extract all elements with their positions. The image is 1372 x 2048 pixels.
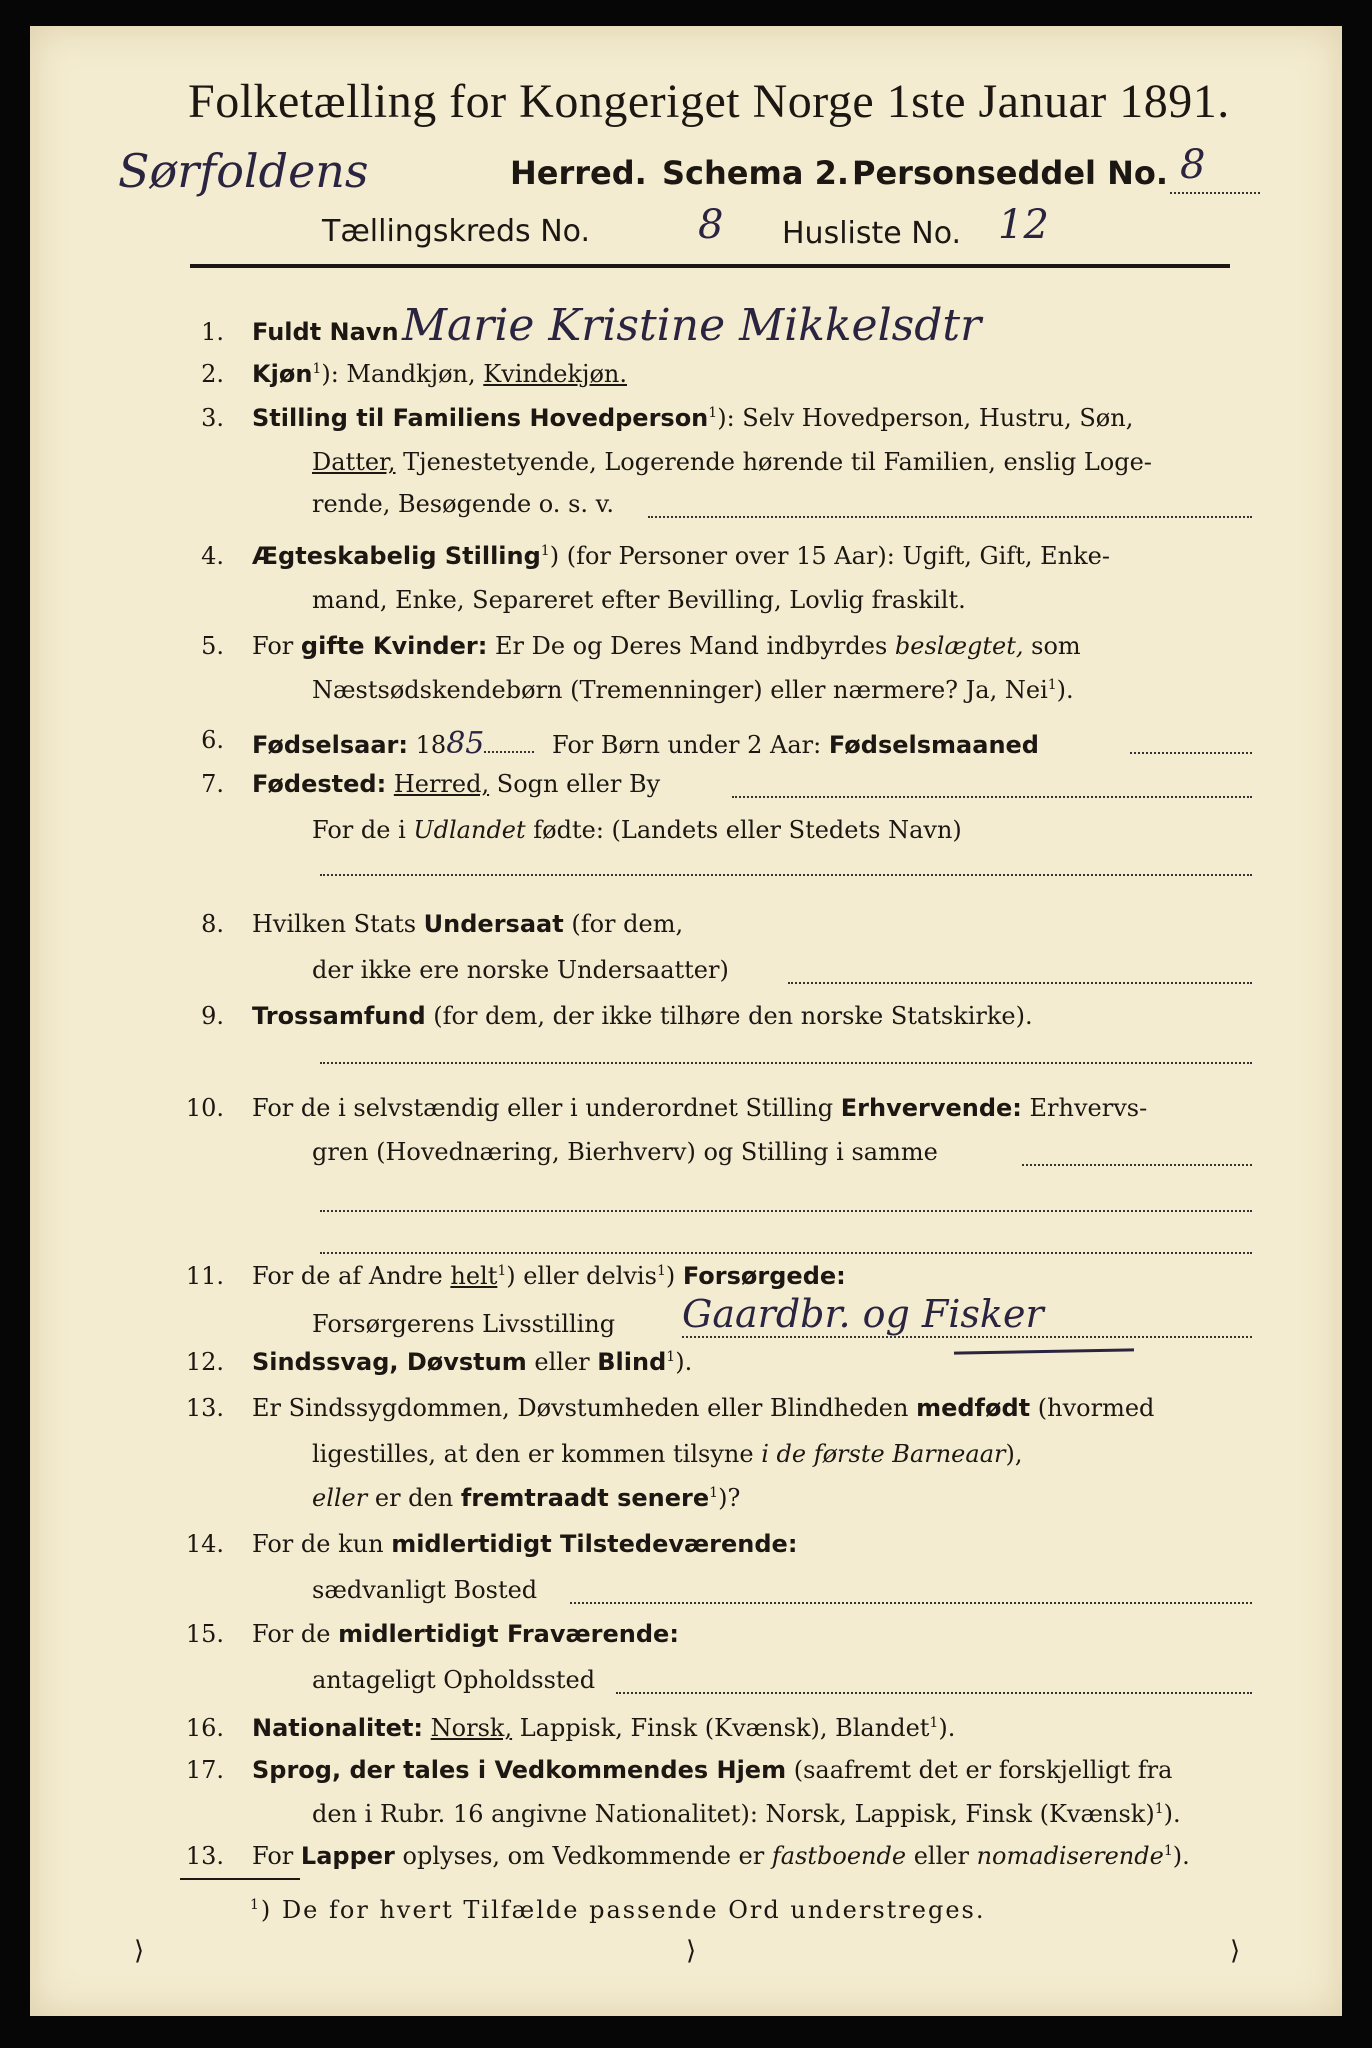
q3-text1: ): Selv Hovedperson, Hustru, Søn, bbox=[717, 404, 1134, 432]
q2-sup: 1 bbox=[312, 361, 322, 377]
q15-row2 bbox=[312, 1666, 595, 1694]
q5-text-a: For bbox=[252, 632, 294, 660]
q4-sup: 1 bbox=[540, 543, 550, 559]
q8-text-a: Hvilken Stats bbox=[252, 910, 417, 938]
q15-text-c: antageligt Opholdssted bbox=[312, 1666, 596, 1694]
herred-value: Sørfoldens bbox=[118, 144, 369, 198]
q7-row1 bbox=[252, 770, 660, 798]
footnote-sup: 1 bbox=[250, 1897, 261, 1913]
q6-prefix: 18 bbox=[415, 731, 447, 759]
q6-number: 6. bbox=[201, 726, 224, 754]
q7-text-d: For de i bbox=[312, 816, 406, 844]
binding-mark-center: ⟩ bbox=[686, 1936, 697, 1966]
husliste-value: 12 bbox=[998, 202, 1049, 248]
header-rule bbox=[190, 264, 1230, 268]
q2-row bbox=[252, 360, 627, 388]
q14-row2 bbox=[312, 1576, 537, 1604]
q5-text-c: Er De og Deres Mand indbyrdes bbox=[494, 632, 888, 660]
q18-row: For Lapper oplyses, om Vedkommende er fastboende eller nomadiserende$^1$). bbox=[252, 1842, 1190, 1870]
form-title: Folketælling for Kongeriget Norge 1ste Januar 1891. bbox=[188, 75, 1230, 128]
q18-text-e: eller bbox=[913, 1842, 969, 1870]
q11-label: Forsørgede: bbox=[682, 1262, 846, 1290]
q10-dots2 bbox=[320, 1210, 1252, 1212]
q15-row1 bbox=[252, 1620, 679, 1648]
q13-text-c: (hvormed bbox=[1037, 1394, 1155, 1422]
q6-dots1 bbox=[484, 747, 534, 753]
q7-label: Fødested: bbox=[252, 770, 387, 798]
q12-label: Sindssvag, Døvstum bbox=[252, 1348, 527, 1376]
q5-number: 5. bbox=[201, 632, 224, 660]
q14-text-c: sædvanligt Bosted bbox=[312, 1576, 538, 1604]
q7-row2 bbox=[312, 816, 962, 844]
q16-text: Lappisk, Finsk (Kvænsk), Blandet bbox=[519, 1714, 930, 1742]
q13-text-j: )? bbox=[718, 1484, 741, 1512]
husliste-label: Husliste No. bbox=[782, 216, 962, 251]
q5-text-f: Næstsødskendebørn (Tremenninger) eller nærmere? Ja, Nei bbox=[312, 676, 1048, 704]
q1-number: 1. bbox=[201, 318, 224, 346]
q11-row2 bbox=[312, 1310, 615, 1338]
q10-row2 bbox=[312, 1138, 938, 1166]
footnote: $^1$) De for hvert Tilfælde passende Ord understreges. bbox=[250, 1896, 986, 1924]
q9-text: (for dem, der ikke tilhøre den norske Statskirke). bbox=[433, 1002, 1033, 1030]
q11-sup1: 1 bbox=[497, 1263, 507, 1279]
q15-label: midlertidigt Fraværende: bbox=[338, 1620, 679, 1648]
q18-sup: 1 bbox=[1163, 1843, 1173, 1859]
q5-sup: 1 bbox=[1047, 677, 1057, 693]
q16-sup: 1 bbox=[929, 1715, 939, 1731]
q10-number: 10. bbox=[185, 1094, 224, 1122]
footnote-text: De for hvert Tilfælde passende Ord understreges. bbox=[281, 1896, 986, 1924]
q7-dots1 bbox=[732, 796, 1252, 798]
q4-number: 4. bbox=[201, 542, 224, 570]
q12-number: 12. bbox=[185, 1348, 224, 1376]
q5-text-d: beslægtet, bbox=[894, 632, 1024, 660]
q3-row3 bbox=[312, 490, 614, 518]
q8-row2 bbox=[312, 956, 729, 984]
q3-row2 bbox=[312, 448, 1152, 476]
q18-text-a: For bbox=[252, 1842, 294, 1870]
q10-text-a: For de i selvstændig eller i underordnet Stilling bbox=[252, 1094, 834, 1122]
q16-number: 16. bbox=[185, 1714, 224, 1742]
q6-text: For Børn under 2 Aar: bbox=[552, 731, 822, 759]
q11-dots bbox=[682, 1336, 1252, 1338]
q2-selected: Kvindekjøn. bbox=[483, 360, 627, 388]
q14-label: midlertidigt Tilstedeværende: bbox=[391, 1530, 798, 1558]
q16-row: Nationalitet: Norsk, Lappisk, Finsk (Kvænsk), Blandet$^1$). bbox=[252, 1714, 956, 1742]
q12-row bbox=[252, 1348, 692, 1376]
q7-dots2 bbox=[320, 874, 1252, 876]
q15-dots bbox=[616, 1692, 1252, 1694]
binding-mark-left: ⟩ bbox=[134, 1936, 145, 1966]
q13-row1 bbox=[252, 1394, 1154, 1422]
q4-text1: ) (for Personer over 15 Aar): Ugift, Gift, Enke- bbox=[549, 542, 1110, 570]
q14-row1 bbox=[252, 1530, 797, 1558]
q16-selected: Norsk, bbox=[430, 1714, 513, 1742]
q17-text-b: (saafremt det er forskjelligt fra bbox=[793, 1756, 1173, 1784]
q13-row3 bbox=[312, 1484, 740, 1512]
q13-text-h: er den bbox=[374, 1484, 454, 1512]
q10-text-c: Erhvervs- bbox=[1029, 1094, 1148, 1122]
q10-dots3 bbox=[320, 1252, 1252, 1254]
q11-sup2: 1 bbox=[656, 1263, 666, 1279]
q12-label2: Blind bbox=[597, 1348, 667, 1376]
q12-text-b: eller bbox=[534, 1348, 590, 1376]
q15-text-a: For de bbox=[252, 1620, 331, 1648]
q13-label: medfødt bbox=[916, 1394, 1031, 1422]
footnote-rule bbox=[180, 1878, 300, 1880]
q3-text2: Tjenestetyende, Logerende hørende til Familien, enslig Loge- bbox=[403, 448, 1152, 476]
q10-label: Erhvervende: bbox=[840, 1094, 1022, 1122]
q7-text-f: fødte: (Landets eller Stedets Navn) bbox=[533, 816, 962, 844]
q8-number: 8. bbox=[201, 910, 224, 938]
q14-dots bbox=[570, 1602, 1252, 1604]
q13-label2: fremtraadt senere bbox=[460, 1484, 710, 1512]
q11-livsstilling-value: Gaardbr. og Fisker bbox=[682, 1292, 1044, 1336]
q11-text-c: ) eller delvis bbox=[506, 1262, 657, 1290]
q6-row bbox=[252, 726, 1039, 761]
q3-selected: Datter, bbox=[312, 448, 396, 476]
kreds-label: Tællingskreds No. bbox=[322, 214, 590, 249]
q18-label: Lapper bbox=[300, 1842, 395, 1870]
q6-dots2 bbox=[1130, 752, 1252, 754]
q4-row1 bbox=[252, 542, 1110, 570]
q5-row2: Næstsødskendebørn (Tremenninger) eller nærmere? Ja, Nei$^1$). bbox=[312, 676, 1074, 704]
q10-row1 bbox=[252, 1094, 1147, 1122]
q3-number: 3. bbox=[201, 404, 224, 432]
q8-text-d: der ikke ere norske Undersaatter) bbox=[312, 956, 729, 984]
q14-number: 14. bbox=[185, 1530, 224, 1558]
q6-label2: Fødselsmaaned bbox=[828, 731, 1039, 759]
q6-year-value: 85 bbox=[446, 726, 485, 761]
q3-dots bbox=[648, 516, 1252, 518]
q11-selected: helt bbox=[450, 1262, 498, 1290]
q5-text-e: som bbox=[1031, 632, 1081, 660]
q12-text-d: ). bbox=[675, 1348, 693, 1376]
q7-number: 7. bbox=[201, 770, 224, 798]
q13-text-f: ), bbox=[1005, 1440, 1023, 1468]
q9-dots bbox=[320, 1062, 1252, 1064]
q11-text-a: For de af Andre bbox=[252, 1262, 443, 1290]
q9-row bbox=[252, 1002, 1033, 1030]
q17-row1 bbox=[252, 1756, 1172, 1784]
q17-number: 17. bbox=[185, 1756, 224, 1784]
q1-row bbox=[252, 318, 399, 346]
personseddel-value: 8 bbox=[1180, 142, 1206, 188]
q18-text-d: fastboende bbox=[771, 1842, 907, 1870]
q13-sup: 1 bbox=[709, 1485, 719, 1501]
q11-number: 11. bbox=[185, 1262, 224, 1290]
q13-text-a: Er Sindssygdommen, Døvstumheden eller Blindheden bbox=[252, 1394, 909, 1422]
q9-label: Trossamfund bbox=[252, 1002, 426, 1030]
q1-label: Fuldt Navn bbox=[252, 318, 399, 346]
q5-label: gifte Kvinder: bbox=[300, 632, 488, 660]
q13-text-g: eller bbox=[312, 1484, 368, 1512]
q8-label: Undersaat bbox=[423, 910, 564, 938]
q13-text-e: i de første Barneaar bbox=[761, 1440, 1006, 1468]
q7-text: Sogn eller By bbox=[496, 770, 661, 798]
q4-row2 bbox=[312, 586, 966, 614]
q5-row1 bbox=[252, 632, 1081, 660]
q18-text-f: nomadiserende bbox=[976, 1842, 1164, 1870]
personseddel-dots bbox=[1170, 192, 1260, 194]
q18-number: 13. bbox=[185, 1842, 224, 1870]
q13-text-d: ligestilles, at den er kommen tilsyne bbox=[312, 1440, 754, 1468]
q6-label: Fødselsaar: bbox=[252, 731, 408, 759]
q4-label: Ægteskabelig Stilling bbox=[252, 542, 541, 570]
q11-text-d: ) bbox=[665, 1262, 676, 1290]
personseddel-label: Personseddel No. bbox=[852, 154, 1169, 192]
q11-row1 bbox=[252, 1262, 846, 1290]
q2-text: ): Mandkjøn, bbox=[321, 360, 476, 388]
kreds-value: 8 bbox=[698, 202, 724, 248]
q12-sup: 1 bbox=[666, 1349, 676, 1365]
q10-dots1 bbox=[1022, 1164, 1252, 1166]
q13-number: 13. bbox=[185, 1394, 224, 1422]
q2-label: Kjøn bbox=[252, 360, 313, 388]
q17-row2: den i Rubr. 16 angivne Nationalitet): Norsk, Lappisk, Finsk (Kvænsk)$^1$). bbox=[312, 1800, 1181, 1828]
q18-text-c: oplyses, om Vedkommende er bbox=[402, 1842, 765, 1870]
q16-label: Nationalitet: bbox=[252, 1714, 424, 1742]
schema-label: Schema 2. bbox=[662, 154, 849, 192]
binding-mark-right: ⟩ bbox=[1230, 1936, 1241, 1966]
q4-text2: mand, Enke, Separeret efter Bevilling, Lovlig fraskilt. bbox=[312, 586, 966, 614]
census-form bbox=[30, 26, 1342, 2016]
q3-sup: 1 bbox=[708, 405, 718, 421]
q1-name-value: Marie Kristine Mikkelsdtr bbox=[402, 300, 982, 351]
q15-number: 15. bbox=[185, 1620, 224, 1648]
q17-text-c: den i Rubr. 16 angivne Nationalitet): Norsk, Lappisk, Finsk (Kvænsk) bbox=[312, 1800, 1155, 1828]
herred-label: Herred. bbox=[510, 154, 647, 192]
q14-text-a: For de kun bbox=[252, 1530, 384, 1558]
q8-text-c: (for dem, bbox=[571, 910, 684, 938]
q7-selected: Herred, bbox=[393, 770, 490, 798]
q3-text3: rende, Besøgende o. s. v. bbox=[312, 490, 614, 518]
q11-text-f: Forsørgerens Livsstilling bbox=[312, 1310, 616, 1338]
q17-sup: 1 bbox=[1154, 1801, 1164, 1817]
q10-text-d: gren (Hovednæring, Bierhverv) og Stilling i samme bbox=[312, 1138, 938, 1166]
q2-number: 2. bbox=[201, 360, 224, 388]
q3-row1 bbox=[252, 404, 1133, 432]
q9-number: 9. bbox=[201, 1002, 224, 1030]
q8-dots bbox=[788, 982, 1252, 984]
q3-label: Stilling til Familiens Hovedperson bbox=[252, 404, 709, 432]
q11-hand-underline bbox=[954, 1348, 1134, 1354]
q7-text-e: Udlandet bbox=[413, 816, 526, 844]
q13-row2 bbox=[312, 1440, 1022, 1468]
q17-label: Sprog, der tales i Vedkommendes Hjem bbox=[252, 1756, 787, 1784]
q8-row1 bbox=[252, 910, 683, 938]
